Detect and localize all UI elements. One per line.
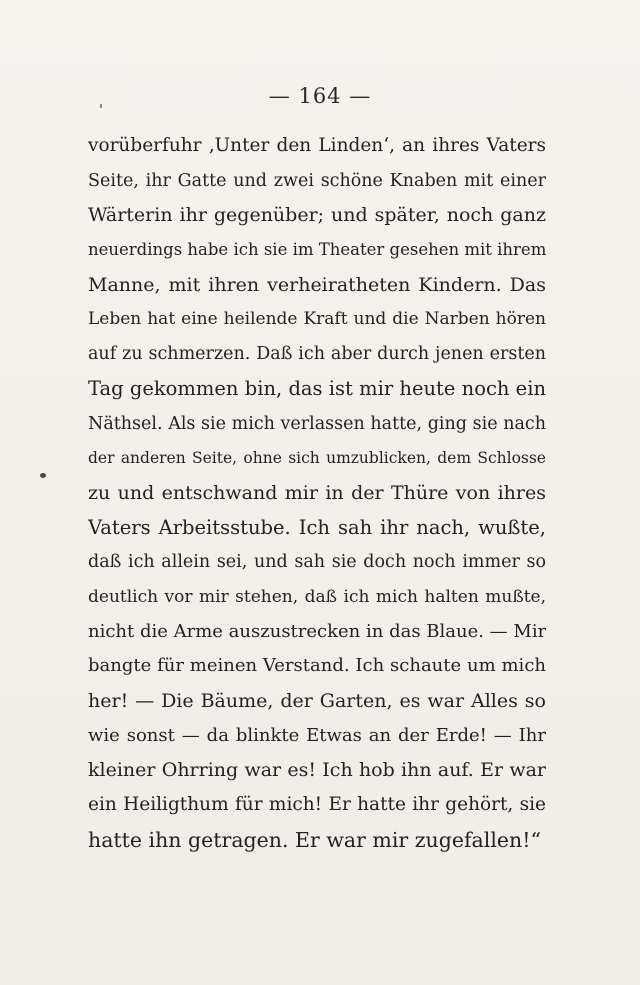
text-line: bangte für meinen Verstand. Ich schaute um mich [88, 655, 546, 677]
body-text [88, 129, 546, 857]
text-line: zu und entschwand mir in der Thüre von ihres [88, 481, 546, 504]
text-line: hatte ihn getragen. Er war mir zugefallen!“ [88, 827, 541, 852]
text-line: Seite, ihr Gatte und zwei schöne Knaben mit einer [88, 170, 546, 191]
text-line: wie sonst — da blinkte Etwas an der Erde! — Ihr [88, 724, 546, 746]
page-number: — 164 — [268, 84, 372, 108]
ink-speck [40, 473, 46, 478]
text-line: Tag gekommen bin, das ist mir heute noch ein [88, 376, 546, 400]
text-line: neuerdings habe ich sie im Theater gesehen mit ihrem [88, 240, 546, 260]
text-line: her! — Die Bäume, der Garten, es war Alles so [88, 690, 546, 712]
text-line: Vaters Arbeitsstube. Ich sah ihr nach, wußte, [88, 515, 546, 539]
text-line: auf zu schmerzen. Daß ich aber durch jenen ersten [88, 344, 546, 365]
text-line: Manne, mit ihren verheiratheten Kindern. Das [88, 273, 546, 296]
text-line: nicht die Arme auszustrecken in das Blaue. — Mir [88, 620, 546, 642]
text-line: deutlich vor mir stehen, daß ich mich halten mußte, [88, 586, 546, 607]
text-line: Wärterin ihr gegenüber; und später, noch ganz [88, 204, 546, 227]
text-line: kleiner Ohrring war es! Ich hob ihn auf. Er war [88, 759, 546, 782]
text-line: ein Heiligthum für mich! Er hatte ihr gehört, sie [88, 794, 546, 816]
text-line: der anderen Seite, ohne sich umzublicken, dem Schlosse [88, 449, 546, 468]
text-line: daß ich allein sei, und sah sie doch noch immer so [88, 552, 546, 573]
text-line: Näthsel. Als sie mich verlassen hatte, ging sie nach [88, 413, 546, 434]
text-line: Leben hat eine heilende Kraft und die Narben hören [88, 309, 546, 330]
text-line: vorüberfuhr ‚Unter den Linden‘, an ihres Vaters [88, 135, 546, 156]
